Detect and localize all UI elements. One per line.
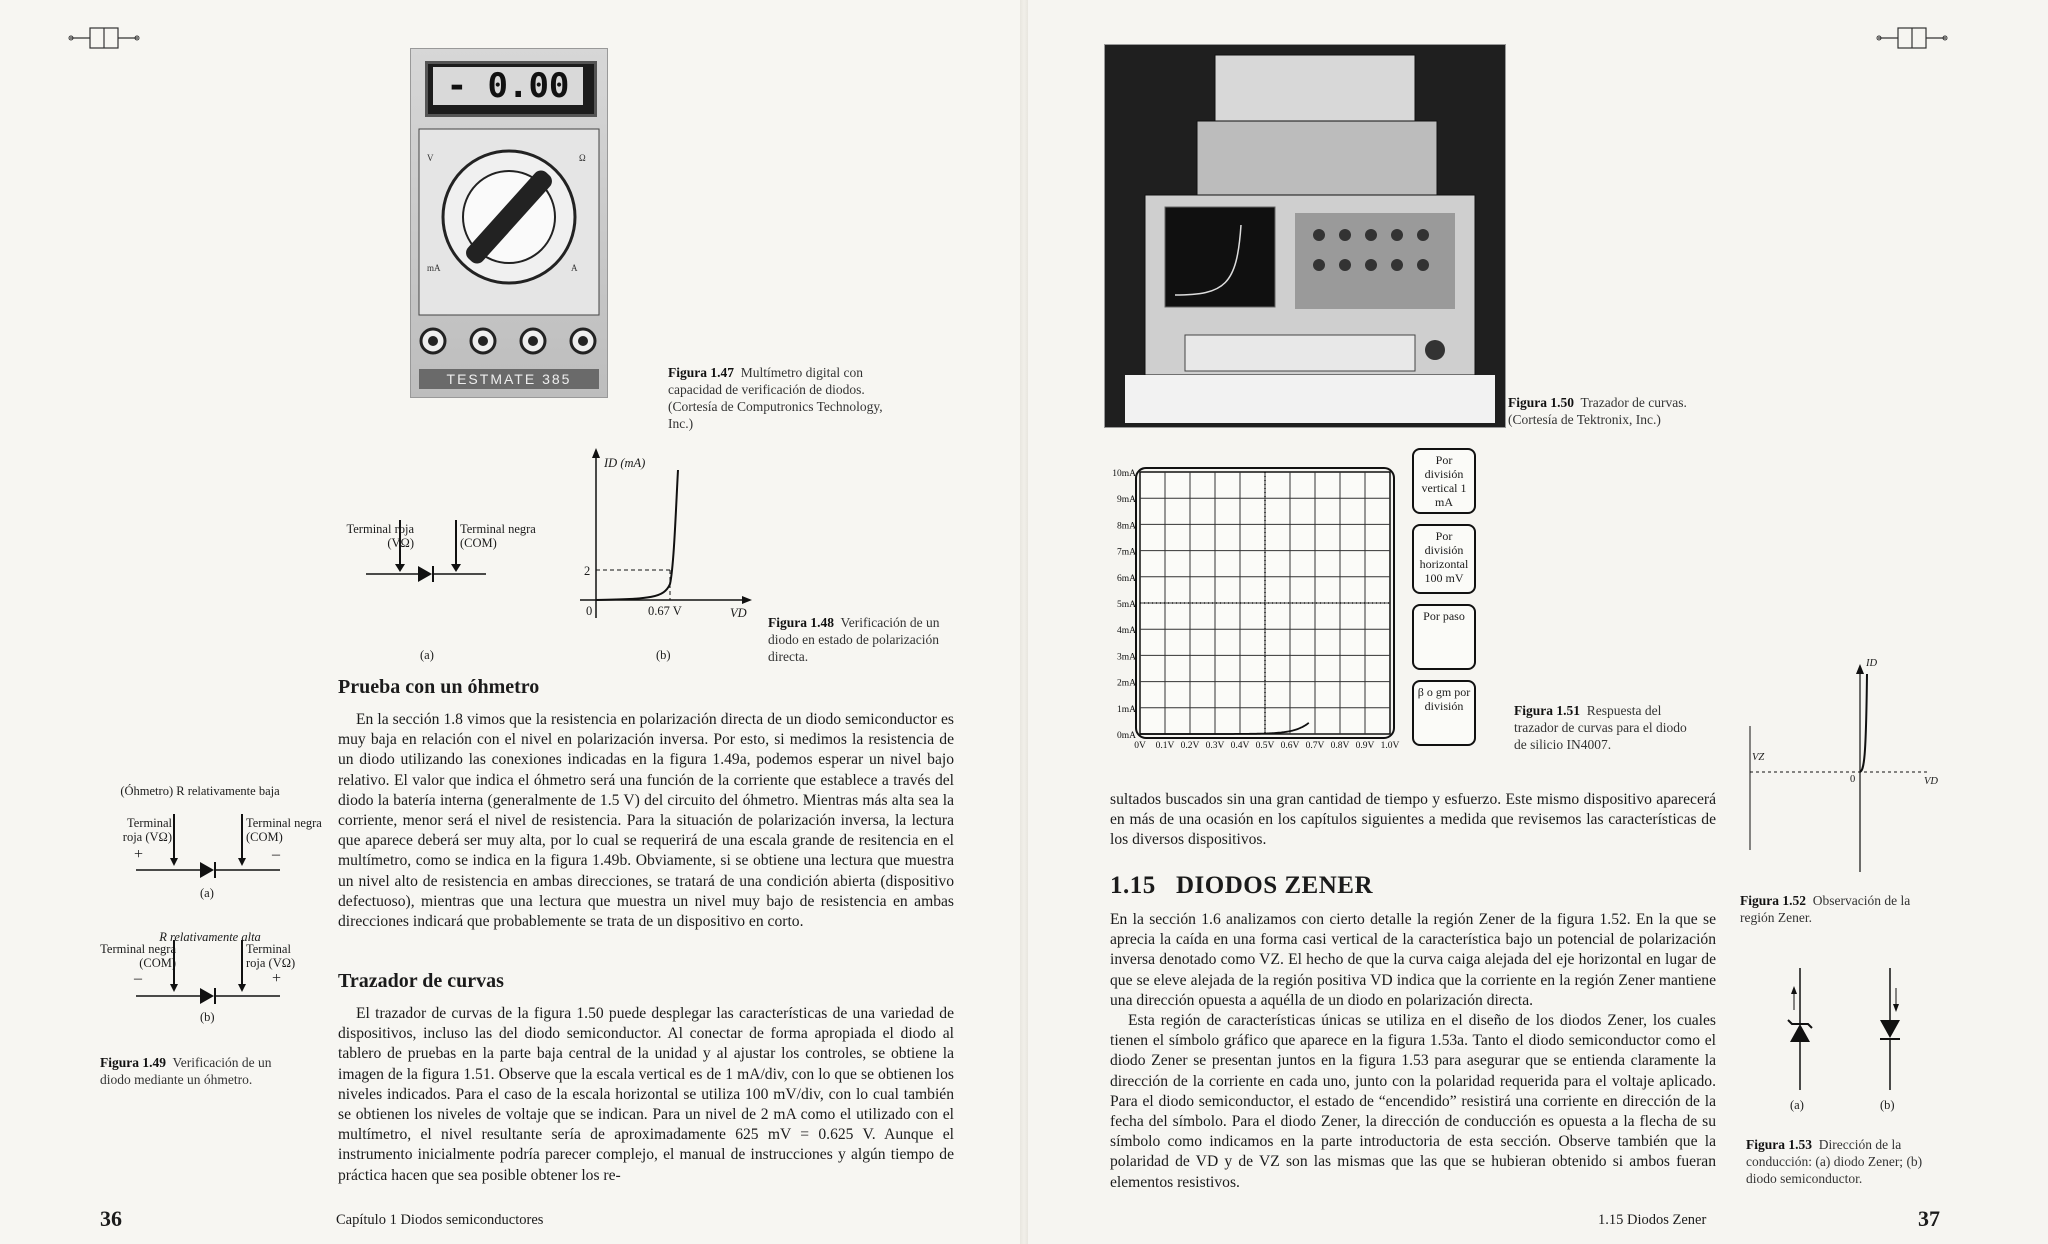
diode-symbol-icon <box>418 566 432 582</box>
black-lead-arrow-icon <box>451 564 461 572</box>
tracer-paragraph <box>338 1004 954 1186</box>
svg-text:Ω: Ω <box>579 153 586 163</box>
caption-text: Respuesta del trazador de curvas para el diodo de silicio IN4007. <box>1514 703 1687 752</box>
fig149a-plus: + <box>134 846 144 863</box>
paragraph: sultados buscados sin una gran cantidad de tiempo y esfuerzo. Este mismo dispositivo aparecerá en más de una ocasión en los capítulos siguientes a medida que revisemos las características de los diversos dispositivos. <box>1110 791 1716 849</box>
terminal-red-label: Terminal roja (VΩ) <box>346 522 414 550</box>
diode-symbol-icon <box>200 862 214 878</box>
y-tick-2: 2 <box>584 564 591 578</box>
figure-153-symbols <box>1760 964 1940 1104</box>
footer-right: 1.15 Diodos Zener <box>1598 1212 1707 1228</box>
svg-text:mA: mA <box>427 263 441 273</box>
y-tick-label: 7mA <box>1117 547 1136 558</box>
box-beta-per-division: β o gm por división <box>1412 680 1476 746</box>
corner-diode-icon <box>1876 26 1948 50</box>
section-title: DIODOS ZENER <box>1176 872 1374 899</box>
figure-151-caption <box>1514 702 1694 753</box>
diode-forward-curve <box>596 470 678 600</box>
page-number-left: 36 <box>100 1206 122 1231</box>
svg-text:A: A <box>571 263 578 273</box>
box-vertical-per-division: Por división vertical 1 mA <box>1412 448 1476 514</box>
fig149a-black: Terminal negra (COM) <box>246 816 322 844</box>
section-title-tracer: Trazador de curvas <box>338 970 504 992</box>
book-gutter <box>1020 0 1028 1244</box>
corner-diode-icon <box>68 26 140 50</box>
figure-label: Figura 1.50 <box>1508 395 1574 410</box>
paragraph: El trazador de curvas de la figura 1.50 puede desplegar las características de una variedad de dispositivos, incluso las del diodo semiconductor. Al conectar de forma apropiada el diodo al tablero de pruebas en la parte baja central de la unidad y al ajustar los controles, se obtiene la imagen de la figura 1.51. Observe que la escala vertical es de 1 mA/div, con lo que se obtienen los niveles indicados. Para el caso de la escala horizontal se utiliza 100 mV/div, con lo cual también se obtienen los niveles de voltaje que se indican. Para un nivel de 2 mA como el utilizado con el multímetro, el nivel resultante sería de aproximadamente 625 mV = 0.625 V. Aunque el instrumento inicialmente podría parecer complejo, el manual de instrucciones y algún tiempo de práctica hacen que sea posible obtener los re- <box>338 1005 954 1184</box>
figure-label: Figura 1.51 <box>1514 703 1580 718</box>
ohmmeter-paragraph <box>338 710 954 932</box>
y-tick-label: 2mA <box>1117 678 1136 689</box>
figure-label: Figura 1.48 <box>768 615 834 630</box>
x-tick-label: 0.1V <box>1155 741 1175 751</box>
x-tick-label: 0.7V <box>1305 741 1325 751</box>
vd-label: VD <box>1924 776 1938 787</box>
y-tick-label: 5mA <box>1117 600 1136 610</box>
figure-149-caption <box>100 1054 300 1088</box>
zener-text <box>1110 910 1716 1193</box>
continuation-paragraph <box>1110 790 1716 851</box>
x-tick-label: 0.9V <box>1355 741 1375 751</box>
origin-label: 0 <box>586 604 593 618</box>
x-tick-label: 0.5V <box>1255 741 1275 751</box>
section-number: 1.15 <box>1110 872 1156 899</box>
red-lead-arrow-icon <box>395 564 405 572</box>
fig149a-sub: (a) <box>200 886 214 900</box>
origin-label: 0 <box>1850 774 1856 785</box>
section-title-ohmmeter: Prueba con un óhmetro <box>338 676 540 698</box>
terminal-black-label: Terminal negra (COM) <box>460 522 536 550</box>
box-per-step: Por paso <box>1412 604 1476 670</box>
caption-text: Verificación de un diodo mediante un óhmetro. <box>100 1055 272 1087</box>
paragraph: En la sección 1.6 analizamos con cierto detalle la región Zener de la figura 1.52. En la que se aprecia la caída en una forma casi vertical de la característica bajo un potencial de polarización inversa denotado como VZ. El hecho de que la curva caiga alejada del eje horizontal en lugar de que se eleve alejada de la región positiva VD indica que la corriente en la región Zener mantiene una dirección opuesta a aquélla de un diodo en polarización directa. <box>1110 911 1716 1009</box>
y-tick-label: 6mA <box>1117 573 1136 584</box>
figure-label: Figura 1.53 <box>1746 1137 1812 1152</box>
x-tick-label: 0.6V <box>1280 741 1300 751</box>
figure-148-caption <box>768 614 952 665</box>
fig149b-minus: – <box>134 970 142 987</box>
y-tick-label: 0mA <box>1117 731 1136 741</box>
y-tick-label: 3mA <box>1117 652 1136 663</box>
figure-148-diagram <box>330 446 770 656</box>
vd-axis-label: VD <box>730 606 747 620</box>
footer-left: Capítulo 1 Diodos semiconductores <box>336 1212 544 1228</box>
caption-text: Multímetro digital con capacidad de verificación de diodos. (Cortesía de Computronics Technology, Inc.) <box>668 365 883 431</box>
x-tick-label: 1.0V <box>1380 741 1400 751</box>
fig149a-red: Terminal roja (VΩ) <box>122 816 172 844</box>
fig153-sub-a: (a) <box>1790 1098 1804 1112</box>
y-tick-label: 4mA <box>1117 626 1136 637</box>
x-tick-067: 0.67 V <box>648 604 682 618</box>
multimeter-brand: TESTMATE 385 <box>419 369 599 389</box>
x-tick-label: 0.4V <box>1230 741 1250 751</box>
caption-text: Observación de la región Zener. <box>1740 893 1911 925</box>
id-axis-label: ID (mA) <box>604 456 646 470</box>
y-tick-label: 1mA <box>1117 704 1136 715</box>
caption-text: Trazador de curvas. (Cortesía de Tektronix, Inc.) <box>1508 395 1687 427</box>
figure-147-caption <box>668 364 904 432</box>
y-tick-label: 10mA <box>1112 469 1136 479</box>
sub-label-b: (b) <box>656 648 671 662</box>
caption-text: Dirección de la conducción: (a) diodo Zener; (b) diodo semiconductor. <box>1746 1137 1923 1186</box>
zener-curve <box>1860 674 1867 772</box>
x-tick-label: 0V <box>1134 741 1146 751</box>
fig149b-red: Terminal roja (VΩ) <box>246 942 296 970</box>
x-tick-label: 0.3V <box>1205 741 1225 751</box>
fig149b-plus: + <box>272 970 282 987</box>
figure-label: Figura 1.49 <box>100 1055 166 1070</box>
box-horizontal-per-division: Por división horizontal 100 mV <box>1412 524 1476 594</box>
figure-151-tracer-screen <box>1100 462 1410 762</box>
page-number-right: 37 <box>1918 1206 1940 1231</box>
y-tick-label: 8mA <box>1117 521 1136 532</box>
fig149b-black: Terminal negra (COM) <box>100 942 176 970</box>
figure-150-caption <box>1508 394 1718 428</box>
figure-152-caption <box>1740 892 1940 926</box>
fig149a-minus: – <box>272 846 280 863</box>
figure-label: Figura 1.52 <box>1740 893 1806 908</box>
fig149a-title: (Óhmetro) R relativamente baja <box>120 784 280 798</box>
fig153-sub-b: (b) <box>1880 1098 1895 1112</box>
multimeter-display: - 0.00 <box>433 67 583 105</box>
figure-149a-diagram <box>120 810 310 880</box>
figure-149b-diagram <box>120 936 310 1006</box>
figure-label: Figura 1.47 <box>668 365 734 380</box>
figure-153-caption <box>1746 1136 1942 1187</box>
sub-label-a: (a) <box>420 648 434 662</box>
fig149b-sub: (b) <box>200 1010 215 1024</box>
fig149b-title: R relativamente alta <box>159 930 261 944</box>
vz-label: VZ <box>1752 752 1765 763</box>
curve-tracer-photo <box>1104 44 1506 428</box>
x-tick-label: 0.8V <box>1330 741 1350 751</box>
left-page <box>0 0 1020 1244</box>
y-tick-label: 9mA <box>1117 495 1136 506</box>
id-label: ID <box>1866 658 1878 669</box>
caption-text: Verificación de un diodo en estado de polarización directa. <box>768 615 940 664</box>
section-heading-zener <box>1110 872 1373 900</box>
paragraph: En la sección 1.8 vimos que la resistencia en polarización directa de un diodo semiconductor es muy baja en relación con el nivel en polarización inversa. Por esto, si medimos la resistencia de un diodo utilizando las conexiones indicadas en la figura 1.49a, podemos esperar un nivel bajo relativo. El valor que indica el óhmetro será una función de la corriente que establece a través del diodo la batería interna (generalmente de 1.5 V) del circuito del óhmetro. Mientras más alta sea la corriente, menor será el nivel de resistencia. Para la situación de polarización inversa, la lectura que aparece deberá ser muy alta, por lo cual se requerirá de una escala grande de resitencia en el multímetro, como se indica en la figura 1.49b. Obviamente, si se obtiene una lectura que muestra un nivel alto de resistencia en ambas direcciones, se tratará de una condición abierta (dispositivo defectuoso), mientras que una lectura que muestra un nivel muy bajo de resistencia en ambas direcciones indicará que probablemente se trata de un dispositivo en corto. <box>338 711 954 931</box>
zener-diode-icon <box>1790 1024 1810 1042</box>
svg-text:V: V <box>427 153 434 163</box>
x-tick-label: 0.2V <box>1180 741 1200 751</box>
paragraph: Esta región de características únicas se utiliza en el diseño de los diodos Zener, los cuales tienen el símbolo gráfico que aparece en la figura 1.53a. Tanto el diodo semiconductor como el diodo Zener se presentan juntos en la figura 1.53 para asegurar que se entienda claramente la dirección de la corriente en cada uno, junto con la polaridad requerida para el voltaje aplicado. Para el diodo semiconductor, el estado de “encendido” resistirá una corriente en dirección de la fecha del símbolo. Para el diodo Zener, la dirección de conducción es opuesta a la flecha de su símbolo como indicamos en la parte introductoria de esta sección. Observe también que la polaridad de VD y de VZ son las mismas que las que se hubieran obtenido si ambos fueran elementos resistivos. <box>1110 1012 1716 1191</box>
multimeter-photo <box>410 48 608 398</box>
figure-152-zener-region <box>1740 650 1940 880</box>
diode-symbol-icon <box>200 988 214 1004</box>
diode-symbol-icon <box>1880 1020 1900 1038</box>
